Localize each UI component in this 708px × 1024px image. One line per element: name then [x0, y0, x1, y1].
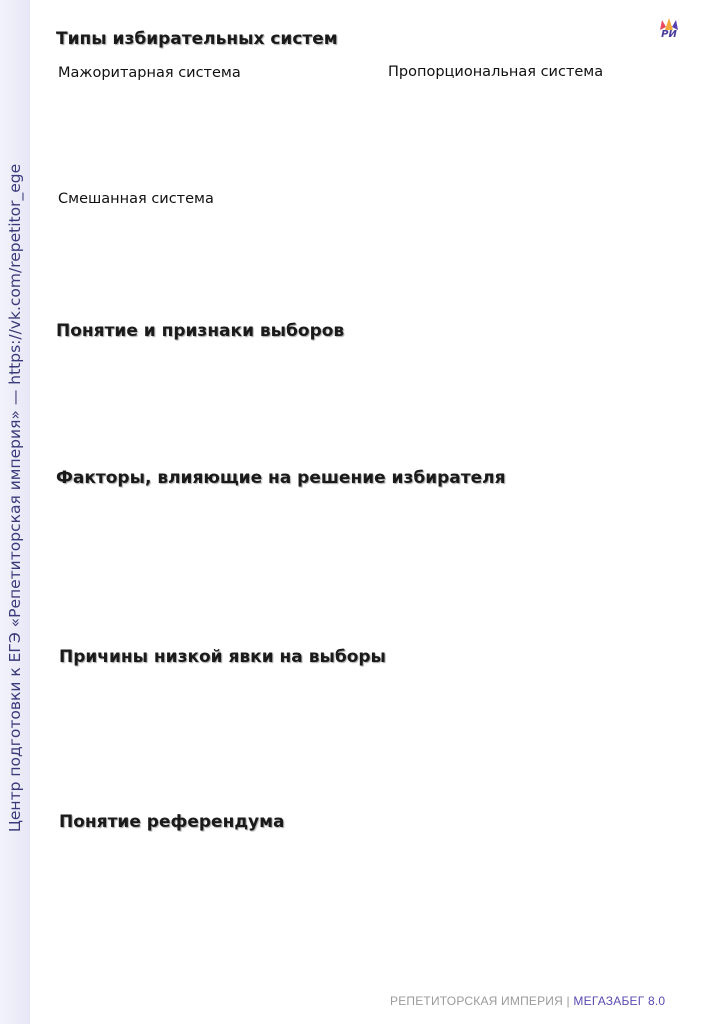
footer-brand: РЕПЕТИТОРСКАЯ ИМПЕРИЯ	[390, 994, 563, 1008]
mixed-label: Смешанная система	[58, 191, 214, 207]
footer	[390, 994, 665, 1008]
referendum-title: Понятие референдума	[59, 812, 285, 832]
majoritarian-label: Мажоритарная система	[58, 65, 241, 81]
turnout-title: Причины низкой явки на выборы	[59, 647, 386, 667]
types-title: Типы избирательных систем	[56, 29, 338, 49]
footer-event: МЕГАЗАБЕГ 8.0	[573, 994, 666, 1008]
logo-text: РИ	[661, 29, 677, 40]
sidebar	[0, 0, 30, 1024]
elections-title: Понятие и признаки выборов	[56, 321, 345, 341]
logo	[656, 18, 682, 44]
sidebar-caption: Центр подготовки к ЕГЭ «Репетиторская империя» — https://vk.com/repetitor_ege	[6, 163, 24, 833]
factors-title: Факторы, влияющие на решение избирателя	[56, 468, 506, 488]
footer-separator: |	[566, 994, 570, 1008]
proportional-label: Пропорциональная система	[388, 64, 604, 80]
